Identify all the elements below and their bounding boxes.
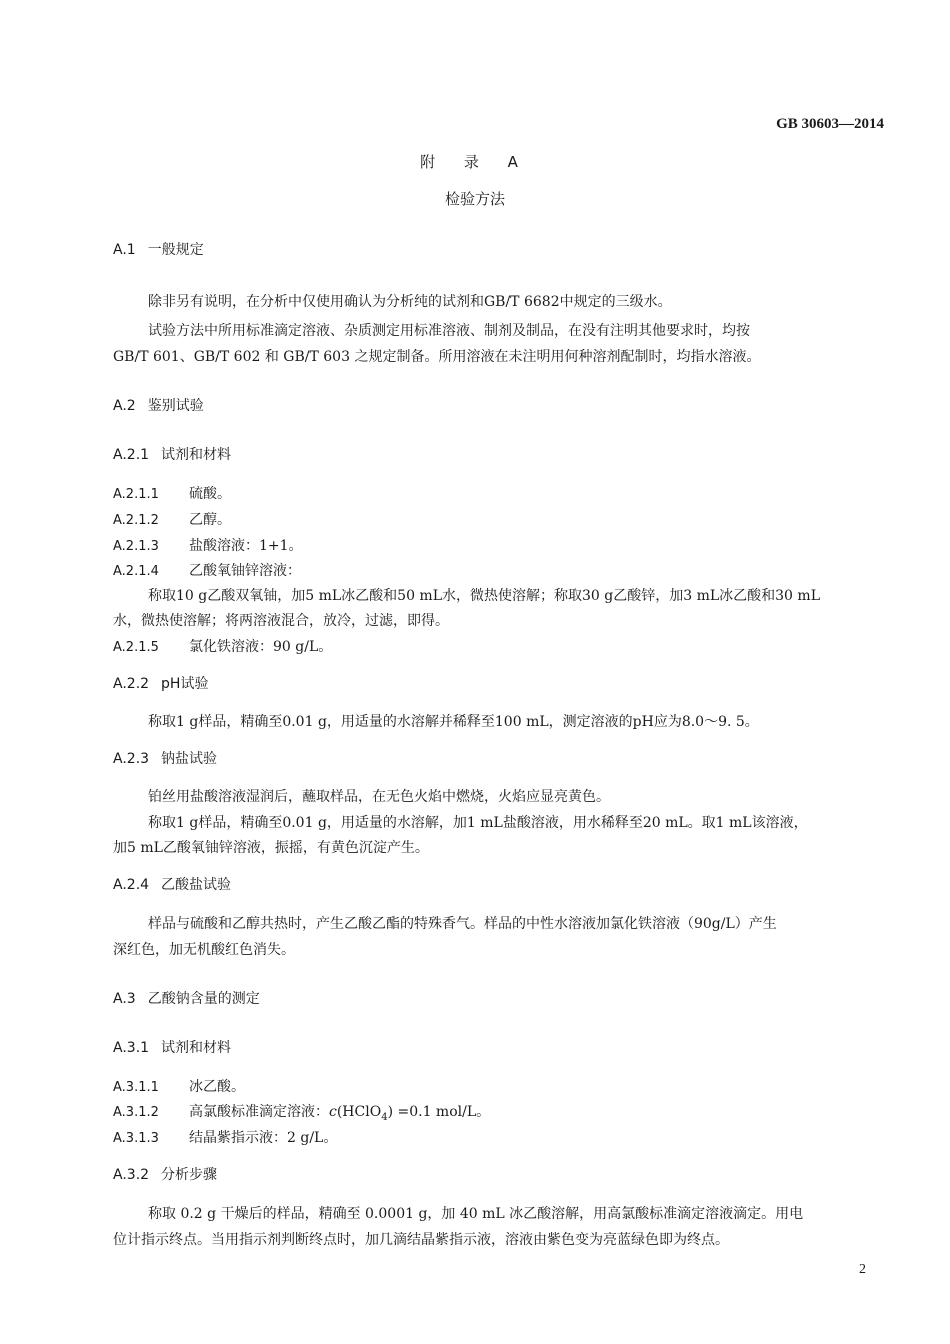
heading-title: 乙酸盐试验: [161, 877, 232, 893]
heading-number: A.1: [113, 242, 136, 258]
paragraph-a23-2-line2: 加5 mL乙酸氧铀锌溶液，振摇，有黄色沉淀产生。: [113, 840, 429, 856]
item-number: A.3.1.1: [113, 1080, 159, 1095]
paragraph-a24-line1: 样品与硫酸和乙醇共热时，产生乙酸乙酯的特殊香气。样品的中性水溶液加氯化铁溶液（90g/L）产生: [148, 916, 777, 932]
paragraph-a214-line1: 称取10 g乙酸双氧铀，加5 mL冰乙酸和50 mL水，微热使溶解；称取30 g乙酸锌，加3 mL冰乙酸和30 mL: [148, 588, 820, 604]
standard-number: GB 30603—2014: [776, 116, 884, 132]
heading-number: A.2: [113, 398, 136, 414]
heading-title: 试剂和材料: [161, 447, 232, 463]
heading-a22: [113, 673, 208, 693]
item-text: 结晶紫指示液：2 g/L。: [189, 1130, 338, 1146]
paragraph-a214-line2: 水，微热使溶解；将两溶液混合，放冷，过滤，即得。: [113, 613, 449, 629]
item-a213: [113, 535, 303, 555]
heading-a3: [113, 988, 260, 1008]
heading-number: A.3.2: [113, 1167, 150, 1183]
heading-title: 一般规定: [147, 242, 204, 258]
item-text: 氯化铁溶液：90 g/L。: [189, 639, 333, 655]
heading-number: A.2.2: [113, 676, 150, 692]
paragraph-a24-line2: 深红色，加无机酸红色消失。: [113, 942, 295, 958]
heading-a2: [113, 395, 204, 415]
heading-a31: [113, 1037, 231, 1057]
item-text: 盐酸溶液：1+1。: [189, 538, 303, 554]
heading-number: A.3: [113, 991, 136, 1007]
heading-title: 鉴别试验: [147, 398, 204, 414]
paragraph-a22: 称取1 g样品，精确至0.01 g，用适量的水溶解并稀释至100 mL，测定溶液的pH应为8.0～9. 5。: [148, 714, 759, 730]
item-number: A.3.1.2: [113, 1105, 159, 1120]
heading-a32: [113, 1164, 217, 1184]
paragraph-a23-1: 铂丝用盐酸溶液湿润后，蘸取样品，在无色火焰中燃烧，火焰应显亮黄色。: [148, 789, 610, 805]
paragraph-a32-line1: 称取 0.2 g 干燥后的样品，精确至 0.0001 g，加 40 mL 冰乙酸溶解，用高氯酸标准滴定溶液滴定。用电: [148, 1206, 804, 1222]
item-a215: [113, 636, 332, 656]
appendix-label: 附 录 A: [420, 153, 530, 171]
heading-title: 钠盐试验: [161, 751, 218, 767]
item-number: A.2.1.3: [113, 539, 159, 554]
formula-subscript: 4: [381, 1111, 388, 1123]
formula-close: ) =0.1 mol/L。: [387, 1104, 491, 1120]
paragraph-a1-1: 除非另有说明，在分析中仅使用确认为分析纯的试剂和GB/T 6682中规定的三级水。: [148, 294, 672, 310]
heading-number: A.3.1: [113, 1040, 150, 1056]
concentration-symbol: c: [329, 1104, 337, 1120]
item-a312: [113, 1101, 490, 1123]
item-number: A.3.1.3: [113, 1131, 159, 1146]
item-a212: [113, 509, 231, 529]
heading-title: 试剂和材料: [161, 1040, 232, 1056]
paragraph-a32-line2: 位计指示终点。当用指示剂判断终点时，加几滴结晶紫指示液，溶液由紫色变为亮蓝绿色即为终点。: [113, 1232, 729, 1248]
item-text: 硫酸。: [189, 486, 231, 502]
item-number: A.2.1.1: [113, 487, 159, 502]
item-text: 冰乙酸。: [189, 1079, 245, 1095]
formula-open: (HClO: [336, 1104, 382, 1120]
paragraph-a1-2-line1: 试验方法中所用标准滴定溶液、杂质测定用标准溶液、制剂及制品，在没有注明其他要求时，均按: [148, 323, 750, 339]
page-number: 2: [859, 1262, 866, 1277]
item-text-prefix: 高氯酸标准滴定溶液：: [189, 1104, 329, 1120]
item-a313: [113, 1127, 337, 1147]
heading-a1: [113, 239, 204, 259]
item-a211: [113, 483, 231, 503]
item-number: A.2.1.4: [113, 564, 159, 579]
heading-title: pH试验: [161, 676, 209, 692]
item-text: 乙醇。: [189, 512, 231, 528]
heading-a21: [113, 444, 231, 464]
heading-number: A.2.1: [113, 447, 150, 463]
heading-a23: [113, 748, 217, 768]
item-number: A.2.1.2: [113, 513, 159, 528]
paragraph-a23-2-line1: 称取1 g样品，精确至0.01 g，用适量的水溶解，加1 mL盐酸溶液，用水稀释至20 mL。取1 mL该溶液，: [148, 815, 808, 831]
item-a214: [113, 560, 301, 580]
appendix-title: 检验方法: [444, 190, 505, 208]
heading-a24: [113, 874, 231, 894]
heading-number: A.2.4: [113, 877, 150, 893]
heading-title: 分析步骤: [161, 1167, 218, 1183]
item-text: 乙酸氧铀锌溶液：: [189, 563, 301, 579]
paragraph-a1-2-line2: GB/T 601、GB/T 602 和 GB/T 603 之规定制备。所用溶液在未注明用何种溶剂配制时，均指水溶液。: [113, 349, 761, 365]
heading-title: 乙酸钠含量的测定: [147, 991, 260, 1007]
heading-number: A.2.3: [113, 751, 150, 767]
item-number: A.2.1.5: [113, 640, 159, 655]
item-a311: [113, 1076, 245, 1096]
